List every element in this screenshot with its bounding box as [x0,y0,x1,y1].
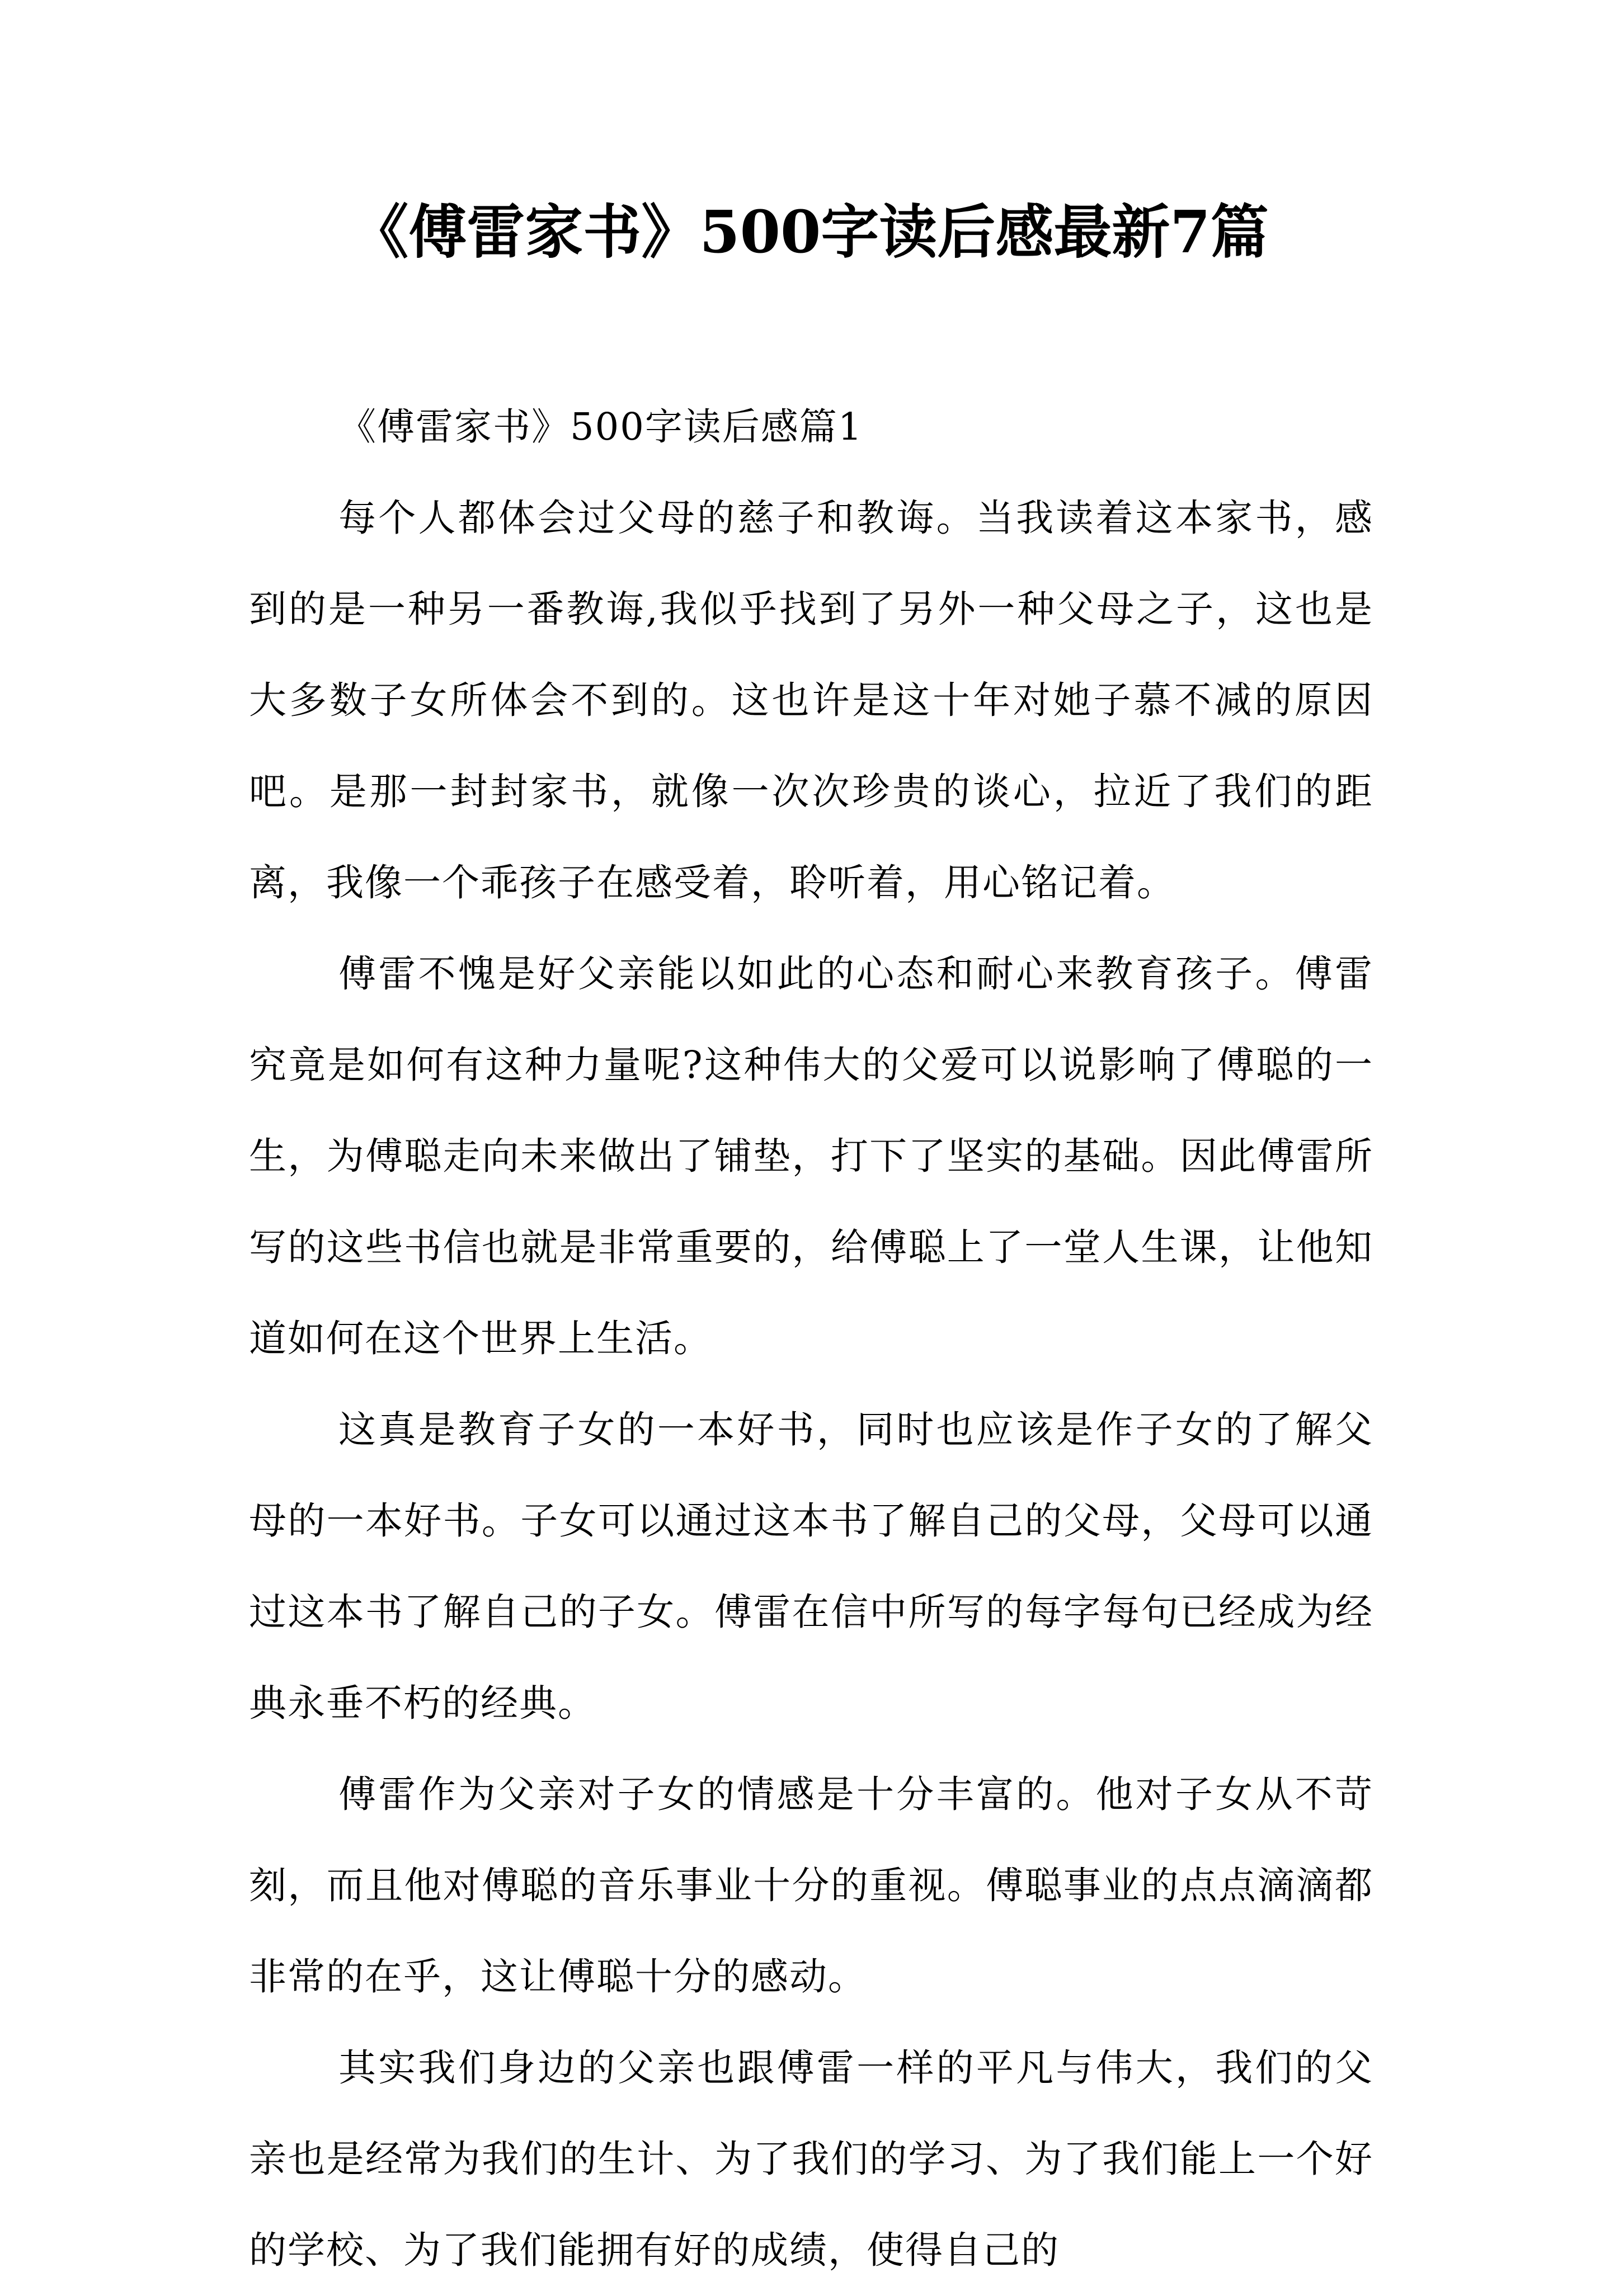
paragraph: 傅雷作为父亲对子女的情感是十分丰富的。他对子女从不苛刻，而且他对傅聪的音乐事业十分的重视。傅聪事业的点点滴滴都非常的在乎，这让傅聪十分的感动。 [249,1772,1373,1998]
document-title: 《傅雷家书》500字读后感最新7篇 [350,197,1269,266]
paragraph: 傅雷不愧是好父亲能以如此的心态和耐心来教育孩子。傅雷究竟是如何有这种力量呢?这种伟大的父爱可以说影响了傅聪的一生，为傅聪走向未来做出了铺垫，打下了坚实的基础。因此傅雷所写的这些书信也就是非常重要的，给傅聪上了一堂人生课，让他知道如何在这个世界上生活。 [249,952,1373,1360]
paragraph: 每个人都体会过父母的慈子和教诲。当我读着这本家书，感到的是一种另一番教诲,我似乎找到了另外一种父母之子，这也是大多数子女所体会不到的。这也许是这十年对她子慕不减的原因吧。是那一封封家书，就像一次次珍贵的谈心，拉近了我们的距离，我像一个乖孩子在感受着，聆听着，用心铭记着。 [249,496,1373,904]
document-body [249,381,1373,2296]
paragraph: 这真是教育子女的一本好书，同时也应该是作子女的了解父母的一本好书。子女可以通过这本书了解自己的父母，父母可以通过这本书了解自己的子女。傅雷在信中所写的每字每句已经成为经典永垂不朽的经典。 [249,1408,1373,1725]
paragraph: 其实我们身边的父亲也跟傅雷一样的平凡与伟大，我们的父亲也是经常为我们的生计、为了我们的学习、为了我们能上一个好的学校、为了我们能拥有好的成绩，使得自己的 [249,2046,1373,2272]
section-heading: 《傅雷家书》500字读后感篇1 [338,405,863,449]
